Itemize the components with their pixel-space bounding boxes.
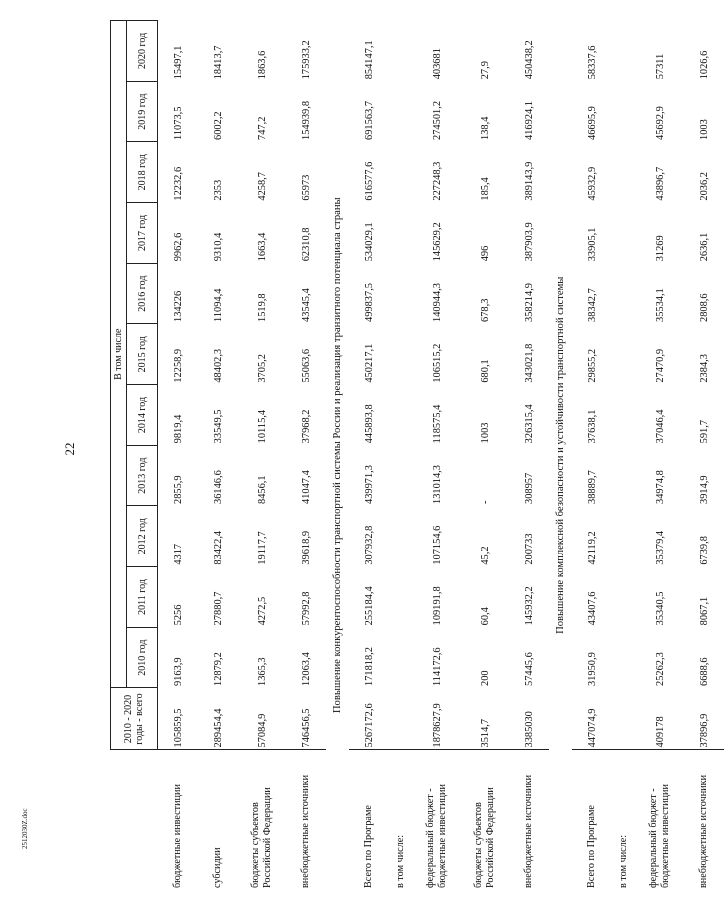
total-cell: 409178 (654, 716, 666, 748)
value-cell (389, 506, 413, 567)
value-cell (612, 81, 636, 142)
year-header: 2018 год (127, 142, 158, 203)
page-number: 22 (62, 442, 77, 456)
value-cell: 1663,4 (256, 232, 268, 262)
value-cell: 12258,9 (172, 348, 184, 383)
value-cell: 9310,4 (212, 232, 224, 262)
row-label: внебюджетные источники (509, 750, 549, 890)
total-cell: 1878627,9 (431, 703, 443, 748)
value-cell: 37046,4 (654, 409, 666, 444)
value-cell: 118575,4 (431, 404, 443, 444)
value-cell (389, 567, 413, 628)
value-cell: 9163,9 (172, 657, 184, 686)
row-label: Всего по Програме (349, 750, 389, 890)
value-cell: 326315,4 (523, 404, 535, 444)
value-cell: 45692,9 (654, 106, 666, 140)
table-row (684, 21, 724, 891)
value-cell: 57445,6 (523, 652, 535, 686)
value-cell: 11094,4 (212, 288, 224, 322)
value-cell: 12879,2 (212, 652, 224, 686)
row-label: в том числе: (612, 750, 636, 890)
value-cell: 10115,4 (256, 409, 268, 444)
value-cell: 27470,9 (654, 348, 666, 383)
table-row (636, 21, 684, 891)
value-cell: 439971,3 (363, 465, 375, 504)
table-row (572, 21, 612, 891)
total-cell (389, 688, 413, 750)
value-cell: 131014,3 (431, 465, 443, 504)
value-cell: 6002,2 (212, 111, 224, 140)
value-cell: 83422,4 (212, 530, 224, 565)
document-filename: 2512030Z.doc (21, 808, 29, 849)
value-cell: 747,2 (256, 116, 268, 140)
value-cell: 4317 (172, 543, 184, 565)
value-cell: 200733 (523, 533, 535, 565)
value-cell (612, 203, 636, 264)
value-cell: 2384,3 (698, 354, 710, 383)
value-cell (612, 263, 636, 324)
value-cell: 35340,5 (654, 591, 666, 626)
total-cell (612, 688, 636, 750)
value-cell: 27880,7 (212, 591, 224, 626)
value-cell: 65973 (300, 174, 312, 201)
value-cell: 1003 (698, 119, 710, 140)
value-cell: 45,2 (479, 546, 491, 565)
value-cell (389, 324, 413, 385)
row-label: в том числе: (389, 750, 413, 890)
total-cell: 105859,5 (172, 708, 184, 748)
value-cell: 62310,8 (300, 227, 312, 262)
year-header: 2012 год (127, 506, 158, 567)
value-cell: 445893,8 (363, 404, 375, 444)
financing-table (110, 20, 724, 890)
value-cell: 43896,7 (654, 166, 666, 201)
year-header: 2014 год (127, 385, 158, 446)
value-cell: 680,1 (479, 359, 491, 383)
value-cell: 1863,6 (256, 50, 268, 80)
value-cell (389, 81, 413, 142)
value-cell: 9962,6 (172, 232, 184, 262)
table-row (413, 21, 461, 891)
value-cell: 29855,2 (586, 348, 598, 383)
total-cell: 5267172,6 (363, 703, 375, 748)
value-cell (389, 203, 413, 264)
value-cell: 3705,2 (256, 354, 268, 383)
value-cell: 55063,6 (300, 348, 312, 383)
value-cell: 8456,1 (256, 475, 268, 504)
value-cell: 43545,4 (300, 288, 312, 322)
value-cell: 18413,7 (212, 45, 224, 80)
rotated-table-sheet (110, 20, 710, 890)
value-cell: 2353 (212, 179, 224, 201)
value-cell: 35379,4 (654, 530, 666, 565)
year-header: 2017 год (127, 203, 158, 264)
table-row (158, 21, 199, 891)
value-cell: 450438,2 (523, 40, 535, 80)
value-cell: 145629,2 (431, 222, 443, 262)
table-row (286, 21, 326, 891)
total-cell: 3514,7 (479, 718, 491, 748)
value-cell: 46695,9 (586, 106, 598, 140)
value-cell: 416924,1 (523, 100, 535, 140)
value-cell (389, 263, 413, 324)
value-cell (612, 445, 636, 506)
value-cell: 691563,7 (363, 100, 375, 140)
value-cell (389, 21, 413, 82)
value-cell: 33905,1 (586, 227, 598, 262)
value-cell (389, 142, 413, 203)
value-cell: 34974,8 (654, 470, 666, 504)
value-cell: 616577,6 (363, 161, 375, 201)
value-cell: 175933,2 (300, 40, 312, 80)
value-cell: 307932,8 (363, 525, 375, 565)
total-cell: 289454,4 (212, 708, 224, 748)
year-header: 2019 год (127, 81, 158, 142)
value-cell: 43407,6 (586, 591, 598, 626)
year-header: 2013 год (127, 445, 158, 506)
value-cell: 33549,5 (212, 409, 224, 444)
table-row (349, 21, 389, 891)
value-cell: 8067,1 (698, 596, 710, 626)
table-row (461, 21, 509, 891)
value-cell: 12232,6 (172, 166, 184, 201)
value-cell: 145932,2 (523, 586, 535, 626)
value-cell: 185,4 (479, 177, 491, 201)
total-cell: 447074,9 (586, 708, 598, 748)
value-cell: 31950,9 (586, 652, 598, 686)
value-cell: 255184,4 (363, 586, 375, 626)
row-label: бюджетные инвестиции (158, 750, 199, 890)
value-cell: 1003 (479, 422, 491, 444)
value-cell: 114172,6 (431, 647, 443, 686)
value-cell: 134226 (172, 290, 184, 322)
row-label: бюджеты субъектов Российской Федерации (461, 750, 509, 890)
value-cell: 35534,1 (654, 288, 666, 322)
value-cell: 36146,6 (212, 470, 224, 504)
value-cell: 854147,1 (363, 40, 375, 80)
value-cell: 171818,2 (363, 647, 375, 686)
section-row (326, 21, 349, 891)
value-cell: 387903,9 (523, 222, 535, 262)
value-cell: 140944,3 (431, 283, 443, 322)
header-total: 2010 - 2020 годы - всего (111, 688, 158, 750)
value-cell: 227248,3 (431, 161, 443, 201)
value-cell: 2855,9 (172, 475, 184, 504)
value-cell: 25262,3 (654, 652, 666, 686)
value-cell: 48402,3 (212, 348, 224, 383)
value-cell: 19117,7 (256, 531, 268, 565)
row-label: внебюджетные источники (286, 750, 326, 890)
value-cell: 343021,8 (523, 343, 535, 383)
table-row (509, 21, 549, 891)
value-cell (389, 385, 413, 446)
value-cell: 358214,9 (523, 283, 535, 322)
value-cell: 57311 (654, 53, 666, 80)
value-cell: 39618,9 (300, 530, 312, 565)
value-cell: 154939,8 (300, 100, 312, 140)
row-label: внебюджетные источники (684, 750, 724, 890)
value-cell: 6688,6 (698, 657, 710, 686)
value-cell: 31269 (654, 235, 666, 262)
value-cell: 45932,9 (586, 166, 598, 201)
value-cell (612, 567, 636, 628)
value-cell: 1365,3 (256, 657, 268, 686)
value-cell: 4258,7 (256, 172, 268, 201)
table-row (612, 21, 636, 891)
value-cell: 1519,8 (256, 293, 268, 322)
value-cell: 38889,7 (586, 470, 598, 504)
value-cell: 6739,8 (698, 536, 710, 565)
value-cell: 2636,1 (698, 232, 710, 262)
value-cell: 107154,6 (431, 525, 443, 565)
value-cell: 37968,2 (300, 409, 312, 444)
header-in-total: В том числе (111, 21, 127, 689)
value-cell: 450217,1 (363, 343, 375, 383)
value-cell: 12063,4 (300, 652, 312, 686)
value-cell: 274501,2 (431, 100, 443, 140)
value-cell: 591,7 (698, 419, 710, 444)
year-header: 2010 год (127, 627, 158, 688)
table-row (389, 21, 413, 891)
value-cell: 42119,2 (586, 531, 598, 565)
year-header: 2011 год (127, 567, 158, 628)
value-cell: 678,3 (479, 298, 491, 322)
value-cell: 200 (479, 670, 491, 686)
value-cell: 57992,8 (300, 591, 312, 626)
row-label: субсидии (198, 750, 238, 890)
value-cell: 138,4 (479, 116, 491, 140)
value-cell (389, 445, 413, 506)
value-cell: 41047,4 (300, 470, 312, 504)
value-cell: 2036,2 (698, 172, 710, 201)
total-cell: 3385030 (523, 711, 535, 748)
header-blank (111, 750, 158, 890)
year-header: 2015 год (127, 324, 158, 385)
section-row (549, 21, 572, 891)
value-cell: 37638,1 (586, 409, 598, 444)
value-cell: 4272,5 (256, 596, 268, 626)
value-cell (612, 506, 636, 567)
year-header: 2020 год (127, 21, 158, 82)
value-cell: 60,4 (479, 607, 491, 626)
value-cell (612, 142, 636, 203)
section-title: Повышение конкурентоспособности транспортной системы России и реализация транзитного потенциала страны (331, 197, 343, 714)
value-cell: 58337,6 (586, 45, 598, 80)
table-row (238, 21, 286, 891)
value-cell (612, 627, 636, 688)
value-cell: 106515,2 (431, 343, 443, 383)
value-cell: 499837,5 (363, 283, 375, 322)
value-cell: 308957 (523, 472, 535, 504)
row-label: бюджеты субъектов Российской Федерации (238, 750, 286, 890)
value-cell: 389143,9 (523, 161, 535, 201)
table-rotation-wrapper (110, 20, 710, 890)
section-title: Повышение комплексной безопасности и устойчивости транспортной системы (554, 276, 566, 634)
value-cell (389, 627, 413, 688)
total-cell: 746456,5 (300, 708, 312, 748)
value-cell: 3914,9 (698, 475, 710, 504)
total-cell: 57084,9 (256, 713, 268, 748)
value-cell: 534029,1 (363, 222, 375, 262)
value-cell (612, 21, 636, 82)
value-cell (612, 385, 636, 446)
value-cell: 38342,7 (586, 288, 598, 322)
value-cell: 2808,6 (698, 293, 710, 322)
table-body (158, 21, 724, 891)
value-cell: 403681 (431, 48, 443, 80)
value-cell: 27,9 (479, 61, 491, 80)
year-header: 2016 год (127, 263, 158, 324)
value-cell (612, 324, 636, 385)
value-cell: - (479, 500, 491, 504)
value-cell: 496 (479, 245, 491, 262)
value-cell: 1026,6 (698, 50, 710, 80)
table-row (198, 21, 238, 891)
row-label: Всего по Програме (572, 750, 612, 890)
value-cell: 109191,8 (431, 586, 443, 626)
value-cell: 11073,5 (172, 106, 184, 140)
value-cell: 15497,1 (172, 45, 184, 80)
row-label: федеральный бюджет - бюджетные инвестиции (413, 750, 461, 890)
total-cell: 37896,9 (698, 713, 710, 748)
row-label: федеральный бюджет - бюджетные инвестиции (636, 750, 684, 890)
value-cell: 5256 (172, 604, 184, 626)
value-cell: 9819,4 (172, 414, 184, 444)
